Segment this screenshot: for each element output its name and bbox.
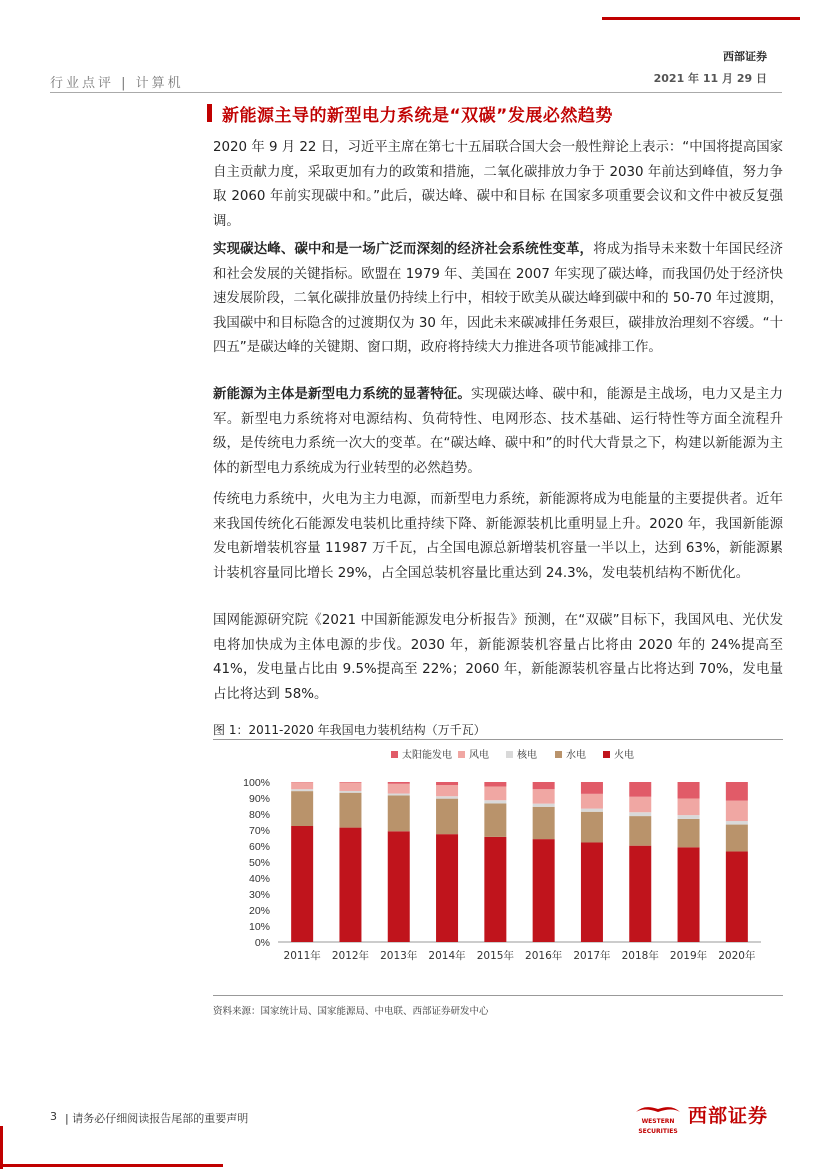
bar-segment-核电-2020年 — [726, 821, 748, 825]
bar-segment-风电-2014年 — [436, 785, 458, 796]
paragraph-2 — [213, 238, 783, 361]
legend-item-2 — [506, 748, 537, 761]
bar-segment-风电-2018年 — [629, 797, 651, 813]
bar-segment-风电-2013年 — [388, 784, 410, 794]
bar-segment-水电-2016年 — [533, 807, 555, 839]
footer-disclaimer: | 请务必仔细阅读报告尾部的重要声明 — [65, 1112, 249, 1125]
header-brand: 西部证券 — [723, 50, 767, 63]
bar-segment-核电-2016年 — [533, 804, 555, 807]
legend-item-0 — [391, 748, 452, 761]
legend-swatch — [555, 751, 562, 758]
footer-accent-bar — [0, 1126, 3, 1169]
legend-swatch — [458, 751, 465, 758]
x-tick-label: 2012年 — [331, 950, 370, 962]
y-tick-label: 70% — [248, 825, 270, 837]
bar-segment-水电-2019年 — [678, 819, 700, 847]
bar-segment-风电-2011年 — [291, 782, 313, 789]
power-capacity-structure-chart — [213, 742, 783, 992]
legend-label: 风电 — [469, 750, 489, 761]
logo-chinese-text: 西部证券 — [688, 1105, 769, 1127]
header-accent-line — [602, 17, 800, 20]
bar-segment-太阳能发电-2016年 — [533, 782, 555, 789]
bar-segment-火电-2016年 — [533, 839, 555, 942]
bar-segment-水电-2015年 — [484, 803, 506, 836]
legend-label: 太阳能发电 — [402, 750, 452, 761]
paragraph-2-bold: 实现碳达峰、碳中和是一场广泛而深刻的经济社会系统性变革， — [213, 242, 594, 257]
paragraph-3 — [213, 383, 783, 481]
report-date: 2021 年 11 月 29 日 — [653, 72, 767, 85]
bar-segment-水电-2011年 — [291, 791, 313, 826]
bar-segment-水电-2020年 — [726, 825, 748, 852]
bar-segment-核电-2019年 — [678, 815, 700, 819]
bar-segment-风电-2019年 — [678, 798, 700, 815]
paragraph-3-text: 实现碳达峰、碳中和，能源是主战场，电力又是主力军。新型电力系统将对电源结构、负荷特性、电网形态、技术基础、运行特性等方面全流程升级，是传统电力系统一次大的变革。在“碳达峰、碳中和”的时代大背景之下，构建以新能源为主体的新型电力系统成为行业转型的必然趋势。 — [213, 387, 784, 476]
bar-segment-核电-2014年 — [436, 796, 458, 798]
bar-segment-风电-2017年 — [581, 794, 603, 809]
legend-label: 核电 — [517, 750, 537, 761]
bar-segment-火电-2013年 — [388, 831, 410, 942]
figure-bottom-rule — [213, 995, 783, 996]
bar-segment-核电-2011年 — [291, 789, 313, 791]
bar-segment-核电-2012年 — [339, 791, 361, 793]
y-tick-label: 30% — [248, 889, 270, 901]
bar-segment-太阳能发电-2020年 — [726, 782, 748, 801]
x-tick-label: 2013年 — [380, 950, 418, 962]
legend-swatch — [603, 751, 610, 758]
bar-segment-风电-2016年 — [533, 789, 555, 803]
legend-label: 水电 — [566, 750, 586, 761]
legend-label: 火电 — [614, 750, 634, 761]
y-tick-label: 90% — [248, 793, 270, 805]
bar-segment-火电-2019年 — [678, 847, 700, 942]
bar-segment-火电-2014年 — [436, 834, 458, 942]
paragraph-1 — [213, 136, 783, 234]
bar-segment-太阳能发电-2019年 — [678, 782, 700, 798]
logo-english-text: WESTERN SECURITIES — [638, 1118, 678, 1135]
y-tick-label: 40% — [248, 873, 270, 885]
paragraph-2-text: 将成为指导未来数十年国民经济和社会发展的关键指标。欧盟在 1979 年、美国在 2007 年实现了碳达峰，而我国仍处于经济快速发展阶段，二氧化碳排放量仍持续上行中，相较于欧美从碳达峰到碳中和的 50-70 年过渡期，我国碳中和目标隐含的过渡期仅为 30 年，因此未来碳减排任务艰巨，碳排放治理刻不容缓。“十四五”是碳达峰的关键期、窗口期，政府将持续大力推进各项节能减排工作。 — [213, 242, 784, 355]
x-tick-label: 2018年 — [621, 950, 659, 962]
bar-segment-太阳能发电-2018年 — [629, 782, 651, 797]
y-tick-label: 100% — [243, 777, 270, 789]
footer-accent-line — [0, 1164, 223, 1167]
y-tick-label: 50% — [248, 857, 270, 869]
paragraph-3-bold: 新能源为主体是新型电力系统的显著特征。 — [213, 387, 471, 402]
x-tick-label: 2011年 — [283, 950, 321, 962]
bar-segment-太阳能发电-2013年 — [388, 782, 410, 784]
legend-item-4 — [603, 748, 634, 761]
x-tick-label: 2019年 — [669, 950, 708, 962]
y-tick-label: 20% — [248, 905, 270, 917]
legend-swatch — [391, 751, 398, 758]
western-logo-icon — [633, 1104, 683, 1137]
bar-segment-风电-2012年 — [339, 782, 361, 790]
x-tick-label: 2015年 — [476, 950, 514, 962]
legend-item-3 — [555, 748, 586, 761]
figure-title: 图 1：2011-2020 年我国电力装机结构（万千瓦） — [213, 723, 486, 737]
legend-item-1 — [458, 748, 489, 761]
x-tick-label: 2020年 — [718, 950, 756, 962]
y-tick-label: 10% — [248, 921, 270, 933]
bar-segment-核电-2013年 — [388, 794, 410, 796]
bar-segment-水电-2013年 — [388, 795, 410, 831]
figure-source: 资料来源：国家统计局、国家能源局、中电联、西部证券研发中心 — [213, 1006, 489, 1017]
paragraph-5-text: 国网能源研究院《2021 中国新能源发电分析报告》预测，在“双碳”目标下，我国风电、光伏发电将加快成为主体电源的步伐。2030 年，新能源装机容量占比将由 2020 年的 24%提高至 41%，发电量占比由 9.5%提高至 22%；2060 年，新能源装机容量占比将达到 70%，发电量占比将达到 58%。 — [213, 613, 783, 702]
report-category: 行业点评 | 计算机 — [50, 76, 184, 91]
bar-segment-太阳能发电-2017年 — [581, 782, 603, 794]
paragraph-5 — [213, 609, 783, 707]
title-accent-bar — [207, 104, 212, 122]
x-tick-label: 2016年 — [525, 950, 563, 962]
bar-segment-太阳能发电-2014年 — [436, 782, 458, 785]
bar-segment-水电-2014年 — [436, 799, 458, 835]
bar-segment-核电-2018年 — [629, 812, 651, 816]
bar-segment-火电-2015年 — [484, 837, 506, 942]
bar-segment-火电-2017年 — [581, 842, 603, 942]
section-title: 新能源主导的新型电力系统是“双碳”发展必然趋势 — [222, 106, 613, 126]
legend-swatch — [506, 751, 513, 758]
bull-horn-icon — [634, 1104, 682, 1114]
bar-segment-火电-2018年 — [629, 846, 651, 942]
figure-top-rule — [213, 739, 783, 740]
paragraph-4 — [213, 488, 783, 586]
y-tick-label: 0% — [254, 937, 270, 949]
paragraph-1-text: 2020 年 9 月 22 日，习近平主席在第七十五届联合国大会一般性辩论上表示：“中国将提高国家自主贡献力度，采取更加有力的政策和措施，二氧化碳排放力争于 2030 年前达到峰值，努力争取 2060 年前实现碳中和。”此后，碳达峰、碳中和目标 在国家多项重要会议和文件中被反复强调。 — [213, 140, 783, 229]
bar-segment-火电-2012年 — [339, 828, 361, 942]
x-tick-label: 2014年 — [428, 950, 466, 962]
bar-segment-火电-2020年 — [726, 851, 748, 942]
bar-segment-水电-2012年 — [339, 793, 361, 828]
bar-segment-核电-2017年 — [581, 809, 603, 812]
page-number: 3 — [50, 1110, 57, 1123]
bar-segment-太阳能发电-2015年 — [484, 782, 506, 786]
y-tick-label: 60% — [248, 841, 270, 853]
bar-segment-风电-2020年 — [726, 801, 748, 821]
y-tick-label: 80% — [248, 809, 270, 821]
bar-segment-水电-2018年 — [629, 816, 651, 846]
bar-segment-火电-2011年 — [291, 826, 313, 942]
bar-segment-水电-2017年 — [581, 812, 603, 843]
paragraph-4-text: 传统电力系统中，火电为主力电源，而新型电力系统，新能源将成为电能量的主要提供者。近年来我国传统化石能源发电装机比重持续下降、新能源装机比重明显上升。2020 年，我国新能源发电新增装机容量 11987 万千瓦，占全国电源总新增装机容量一半以上，达到 63%，新能源累计装机容量同比增长 29%，占全国总装机容量比重达到 24.3%，发电装机结构不断优化。 — [213, 492, 783, 581]
bar-segment-核电-2015年 — [484, 800, 506, 803]
bar-segment-风电-2015年 — [484, 786, 506, 800]
x-tick-label: 2017年 — [573, 950, 611, 962]
header-divider — [50, 92, 782, 93]
